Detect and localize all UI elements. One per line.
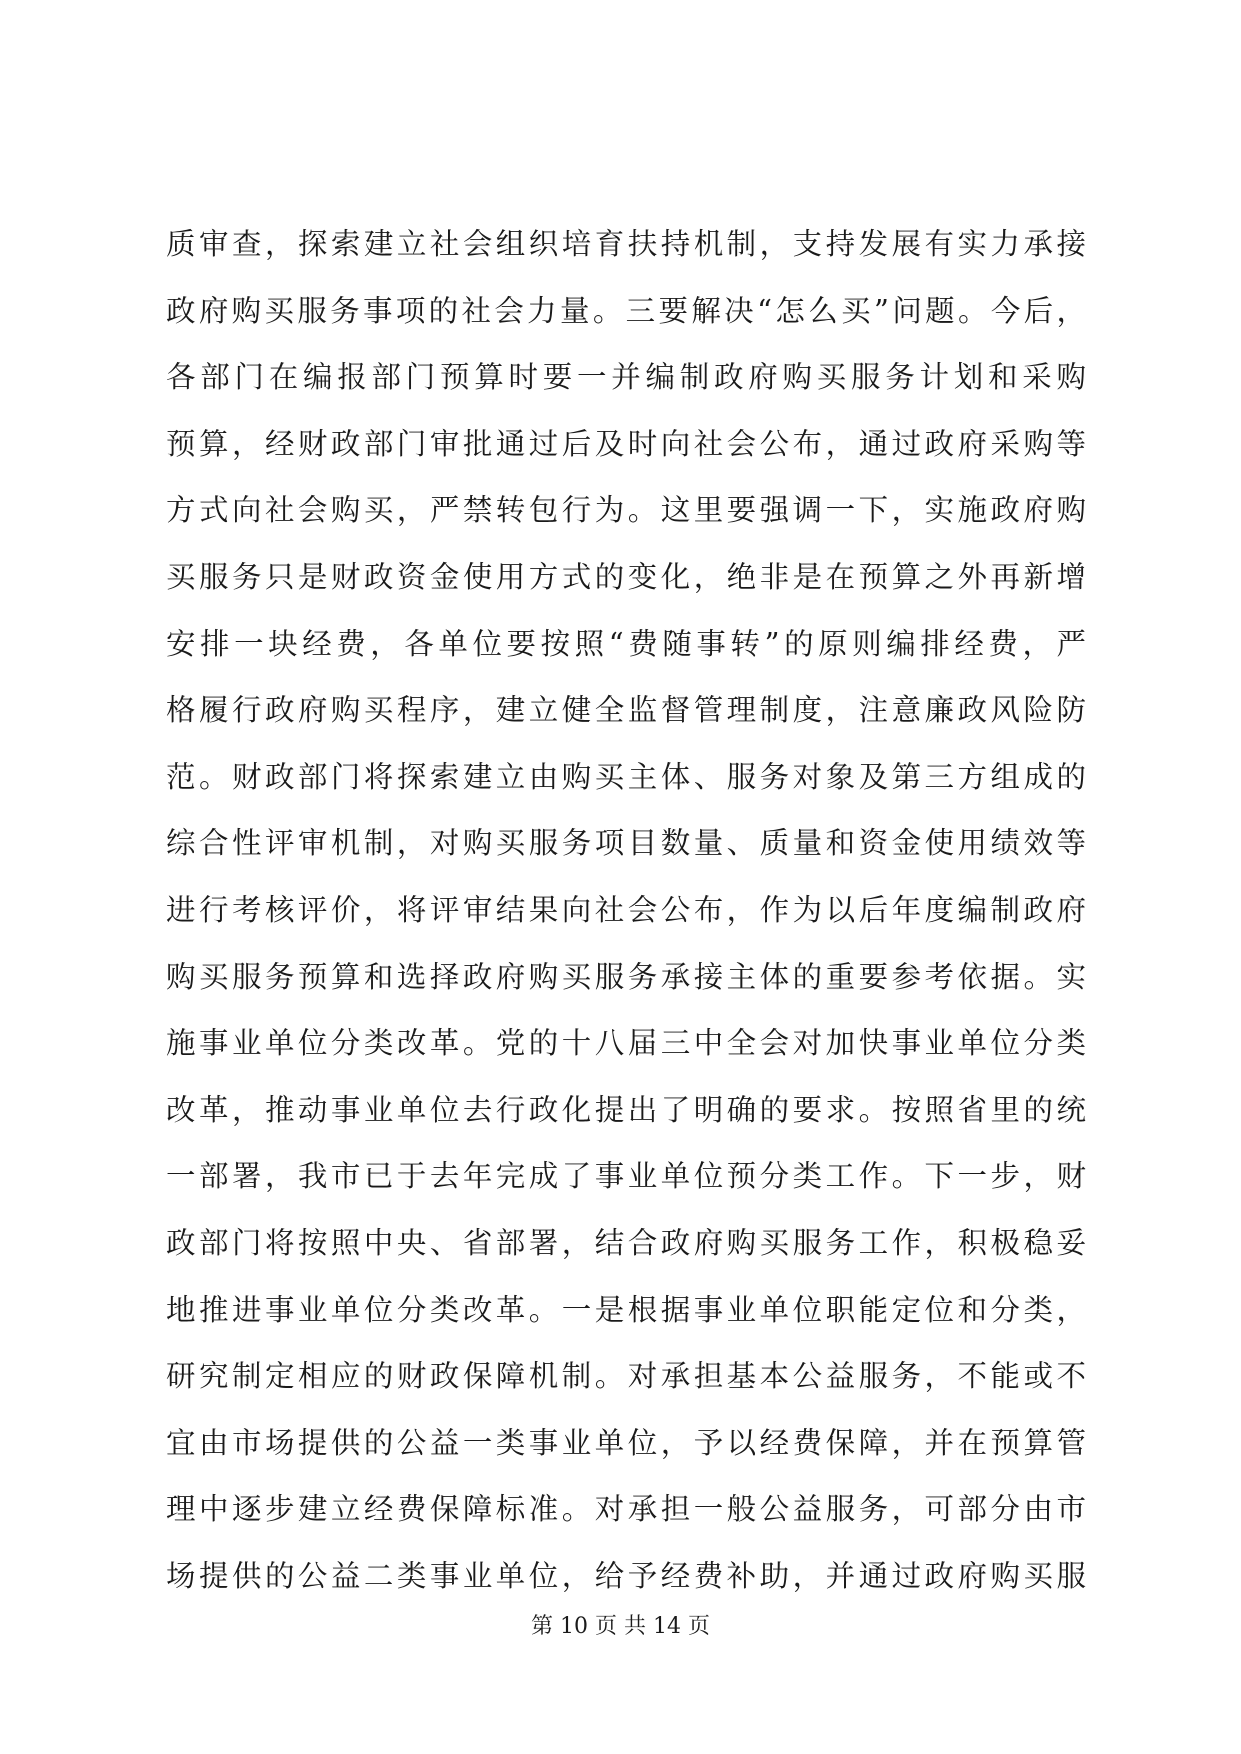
text-line: 场提供的公益二类事业单位，给予经费补助，并通过政府购买服 bbox=[166, 1558, 1086, 1593]
text-line: 综合性评审机制，对购买服务项目数量、质量和资金使用绩效等 bbox=[166, 826, 1086, 861]
text-line: 预算，经财政部门审批通过后及时向社会公布，通过政府采购等 bbox=[166, 426, 1086, 461]
text-line: 施事业单位分类改革。党的十八届三中全会对加快事业单位分类 bbox=[166, 1026, 1086, 1061]
text-line: 地推进事业单位分类改革。一是根据事业单位职能定位和分类， bbox=[166, 1292, 1086, 1327]
text-line: 宜由市场提供的公益一类事业单位，予以经费保障，并在预算管 bbox=[166, 1425, 1086, 1460]
text-line: 购买服务预算和选择政府购买服务承接主体的重要参考依据。实 bbox=[166, 959, 1086, 994]
text-line: 各部门在编报部门预算时要一并编制政府购买服务计划和采购 bbox=[166, 360, 1086, 395]
text-line: 改革，推动事业单位去行政化提出了明确的要求。按照省里的统 bbox=[166, 1092, 1086, 1127]
body-text bbox=[166, 228, 1086, 1626]
text-line: 一部署，我市已于去年完成了事业单位预分类工作。下一步，财 bbox=[166, 1159, 1086, 1194]
text-line: 范。财政部门将探索建立由购买主体、服务对象及第三方组成的 bbox=[166, 759, 1086, 794]
text-line: 方式向社会购买，严禁转包行为。这里要强调一下，实施政府购 bbox=[166, 493, 1086, 528]
text-line: 安排一块经费，各单位要按照“费随事转”的原则编排经费，严 bbox=[166, 626, 1086, 661]
text-line: 理中逐步建立经费保障标准。对承担一般公益服务，可部分由市 bbox=[166, 1492, 1086, 1527]
text-line: 政部门将按照中央、省部署，结合政府购买服务工作，积极稳妥 bbox=[166, 1225, 1086, 1260]
text-line: 质审查，探索建立社会组织培育扶持机制，支持发展有实力承接 bbox=[166, 227, 1086, 261]
text-line: 进行考核评价，将评审结果向社会公布，作为以后年度编制政府 bbox=[166, 892, 1086, 927]
text-line: 研究制定相应的财政保障机制。对承担基本公益服务，不能或不 bbox=[166, 1359, 1086, 1394]
text-line: 格履行政府购买程序，建立健全监督管理制度，注意廉政风险防 bbox=[166, 693, 1086, 728]
text-line: 买服务只是财政资金使用方式的变化，绝非是在预算之外再新增 bbox=[166, 559, 1086, 594]
text-line: 政府购买服务事项的社会力量。三要解决“怎么买”问题。今后， bbox=[166, 293, 1086, 328]
page-number-footer: 第 10 页 共 14 页 bbox=[531, 1614, 710, 1639]
